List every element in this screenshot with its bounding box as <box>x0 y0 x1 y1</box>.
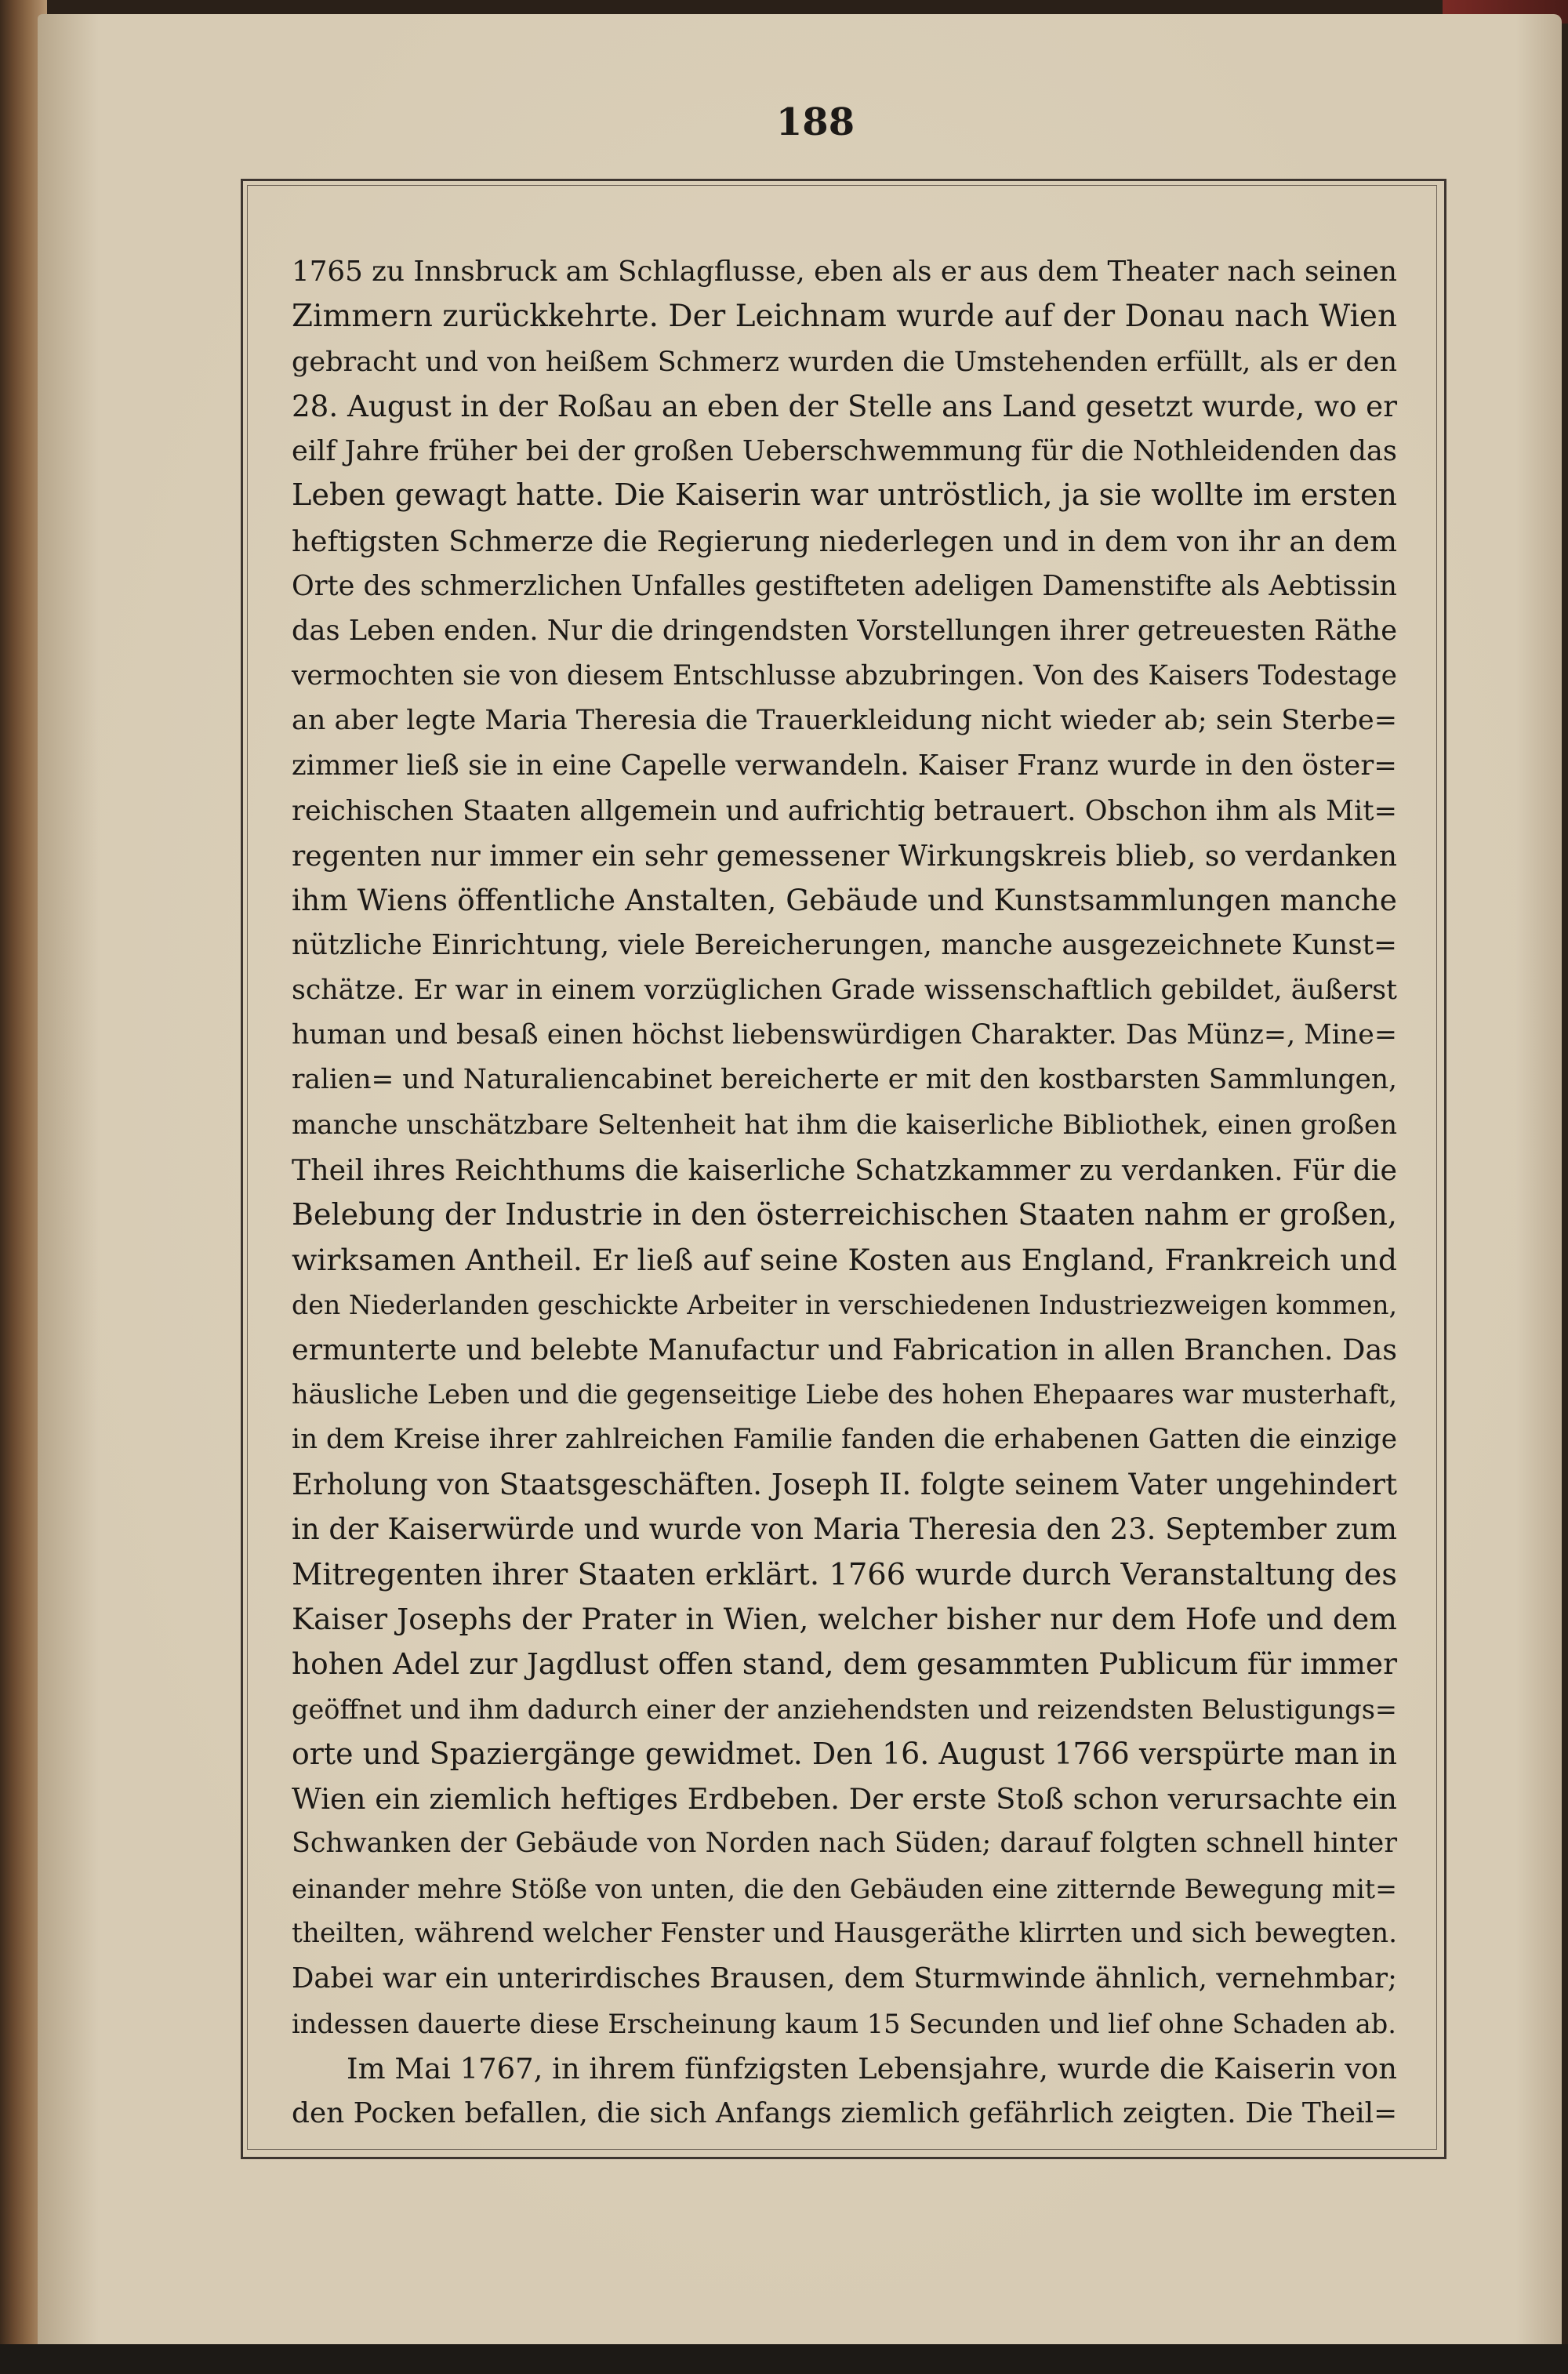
text-line: indessen dauerte diese Erscheinung kaum 15 Secunden und lief ohne Schaden ab. <box>292 2008 1396 2039</box>
text-line: eilf Jahre früher bei der großen Ueberschwemmung für die Nothleidenden das <box>292 435 1397 468</box>
text-line: nützliche Einrichtung, viele Bereicherungen, manche ausgezeichnete Kunst= <box>292 929 1397 962</box>
text-line: Kaiser Josephs der Prater in Wien, welcher bisher nur dem Hofe und dem <box>292 1601 1397 1636</box>
body-text <box>292 249 1397 2136</box>
text-line: Dabei war ein unterirdisches Brausen, dem Sturmwinde ähnlich, vernehmbar; <box>292 1962 1397 1995</box>
text-line: reichischen Staaten allgemein und aufrichtig betrauert. Obschon ihm als Mit= <box>292 794 1397 827</box>
paragraph-start-line: Im Mai 1767, in ihrem fünfzigsten Lebensjahre, wurde die Kaiserin von <box>347 2051 1397 2085</box>
text-line: den Pocken befallen, die sich Anfangs ziemlich gefährlich zeigten. Die Theil= <box>292 2097 1398 2130</box>
text-line: heftigsten Schmerze die Regierung niederlegen und in dem von ihr an dem <box>292 524 1397 558</box>
scan-bottom-border <box>0 2344 1568 2374</box>
text-line: vermochten sie von diesem Entschlusse abzubringen. Von des Kaisers Todestage <box>292 659 1397 692</box>
text-line: Zimmern zurückkehrte. Der Leichnam wurde auf der Donau nach Wien <box>292 299 1397 335</box>
text-line: Mitregenten ihrer Staaten erklärt. 1766 wurde durch Veranstaltung des <box>292 1556 1397 1592</box>
text-line: schätze. Er war in einem vorzüglichen Grade wissenschaftlich gebildet, äußerst <box>292 974 1397 1006</box>
text-line: ihm Wiens öffentliche Anstalten, Gebäude und Kunstsammlungen manche <box>292 883 1397 918</box>
text-line: einander mehre Stöße von unten, die den Gebäuden eine zitternde Bewegung mit= <box>292 1873 1397 1904</box>
text-line: human und besaß einen höchst liebenswürdigen Charakter. Das Münz=, Mine= <box>292 1019 1397 1051</box>
text-line: in dem Kreise ihrer zahlreichen Familie fanden die erhabenen Gatten die einzige <box>292 1423 1398 1455</box>
text-line: den Niederlanden geschickte Arbeiter in verschiedenen Industriezweigen kommen, <box>292 1289 1397 1320</box>
text-line: 28. August in der Roßau an eben der Stelle ans Land gesetzt wurde, wo er <box>292 388 1397 423</box>
text-line: Erholung von Staatsgeschäften. Joseph II. folgte seinem Vater ungehindert <box>292 1468 1397 1502</box>
page-number: 188 <box>775 100 855 144</box>
text-line: regenten nur immer ein sehr gemessener Wirkungskreis blieb, so verdanken <box>292 838 1398 873</box>
text-line: hohen Adel zur Jagdlust offen stand, dem gesammten Publicum für immer <box>292 1646 1397 1682</box>
text-line: ralien= und Naturaliencabinet bereicherte er mit den kostbarsten Sammlungen, <box>292 1064 1397 1096</box>
text-line: orte und Spaziergänge gewidmet. Den 16. August 1766 verspürte man in <box>292 1736 1397 1771</box>
text-line: zimmer ließ sie in eine Capelle verwandeln. Kaiser Franz wurde in den öster= <box>292 750 1397 782</box>
text-line: in der Kaiserwürde und wurde von Maria Theresia den 23. September zum <box>292 1512 1397 1547</box>
text-line: Orte des schmerzlichen Unfalles gestifteten adeligen Damenstifte als Aebtissin <box>292 570 1397 603</box>
text-line: gebracht und von heißem Schmerz wurden die Umstehenden erfüllt, als er den <box>292 345 1397 378</box>
text-line: Theil ihres Reichthums die kaiserliche Schatzkammer zu verdanken. Für die <box>292 1153 1397 1187</box>
text-line: Belebung der Industrie in den österreichischen Staaten nahm er großen, <box>292 1197 1398 1232</box>
text-line: Schwanken der Gebäude von Norden nach Süden; darauf folgten schnell hinter <box>292 1828 1397 1860</box>
text-line: das Leben enden. Nur die dringendsten Vorstellungen ihrer getreuesten Räthe <box>292 615 1397 648</box>
text-line: manche unschätzbare Seltenheit hat ihm die kaiserliche Bibliothek, einen großen <box>292 1109 1397 1141</box>
text-line: geöffnet und ihm dadurch einer der anziehendsten und reizendsten Belustigungs= <box>292 1693 1397 1725</box>
text-line: ermunterte und belebte Manufactur und Fabrication in allen Branchen. Das <box>292 1333 1397 1367</box>
text-line: theilten, während welcher Fenster und Hausgeräthe klirrten und sich bewegten. <box>292 1917 1397 1949</box>
text-line: Wien ein ziemlich heftiges Erdbeben. Der erste Stoß schon verursachte ein <box>292 1782 1397 1817</box>
text-line: Leben gewagt hatte. Die Kaiserin war untröstlich, ja sie wollte im ersten <box>292 478 1397 514</box>
text-line: an aber legte Maria Theresia die Trauerkleidung nicht wieder ab; sein Sterbe= <box>292 704 1397 736</box>
text-line: häusliche Leben und die gegenseitige Liebe des hohen Ehepaares war musterhaft, <box>292 1379 1397 1410</box>
text-line: wirksamen Antheil. Er ließ auf seine Kosten aus England, Frankreich und <box>292 1242 1397 1277</box>
text-line: 1765 zu Innsbruck am Schlagflusse, eben als er aus dem Theater nach seinen <box>292 256 1397 288</box>
